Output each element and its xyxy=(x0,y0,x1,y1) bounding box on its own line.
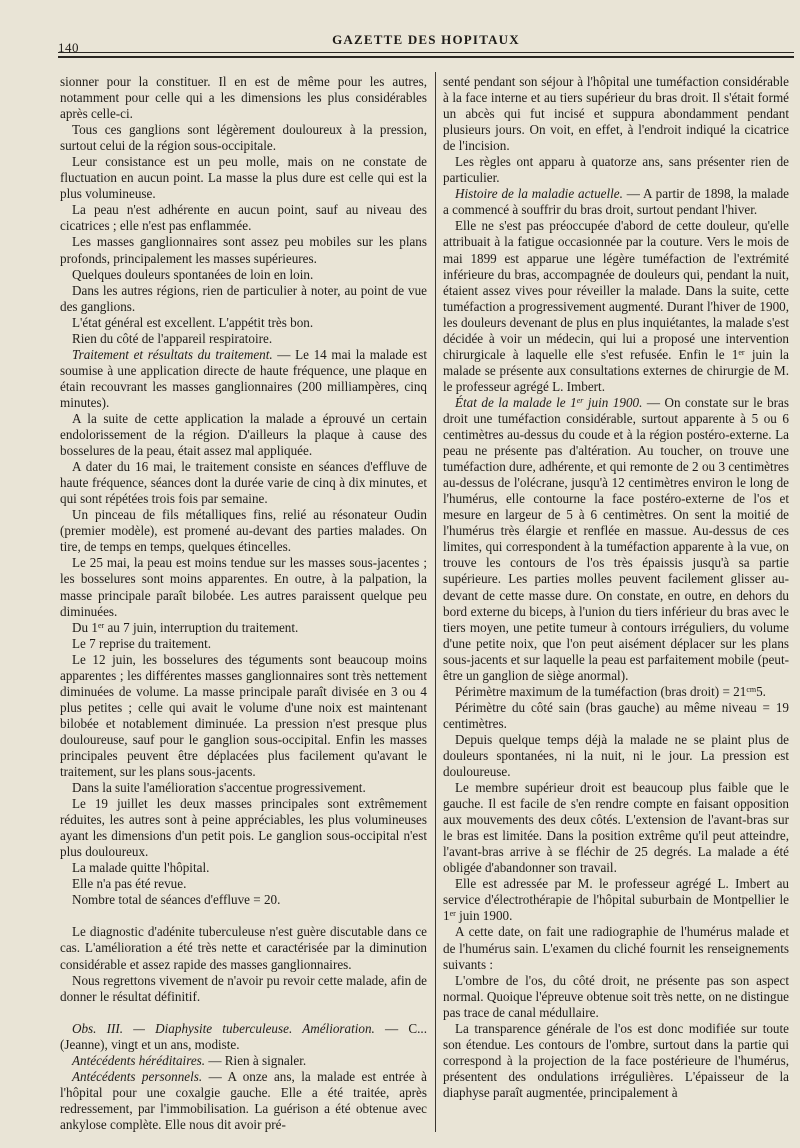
paragraph xyxy=(443,780,789,876)
paragraph xyxy=(60,620,427,636)
paragraph-text: Le diagnostic d'adénite tuberculeuse n'est guère discutable dans ce cas. L'amélioration a été très nette et caractérisée par la diminution considérable et assez rapide des masses ganglionnaires. xyxy=(60,924,427,972)
paragraph-text: sionner pour la constituer. Il en est de même pour les autres, notamment pour celle qui a les dimensions les plus considérables après celle-ci. xyxy=(60,74,427,122)
paragraph xyxy=(60,331,427,347)
paragraph-text: senté pendant son séjour à l'hôpital une tuméfaction considérable à la face interne et au tiers supérieur du bras droit. Il s'était formé un abcès qui fut incisé et suppura abondamment pendant plusieurs jours. On voit, en effet, à l'endroit indiqué la cicatrice de l'incision. xyxy=(443,74,789,154)
paragraph xyxy=(60,459,427,507)
paragraph-text: Leur consistance est un peu molle, mais on ne constate de fluctuation en aucun point. La masse la plus dure est celle qui est la plus volumineuse. xyxy=(60,154,427,202)
paragraph xyxy=(443,154,789,186)
paragraph-text: Périmètre maximum de la tuméfaction (bras droit) = $21^{cm}5$. xyxy=(455,683,766,699)
section-label: Antécédents héréditaires. xyxy=(72,1052,206,1068)
paragraph xyxy=(60,796,427,860)
paragraph-text: — Rien à signaler. xyxy=(205,1052,307,1068)
paragraph-text: La transparence générale de l'os est donc modifiée sur toute son étendue. Les contours de l'ombre, surtout dans la partie qui correspond à la projection de la face postérieure de l'humérus, présentent des ondulations irrégulières. L'épaisseur de la diaphyse paraît augmentée, principalement à xyxy=(443,1020,789,1100)
paragraph xyxy=(60,555,427,619)
paragraph xyxy=(443,924,789,972)
paragraph xyxy=(443,973,789,1021)
paragraph xyxy=(443,876,789,924)
paragraph xyxy=(443,700,789,732)
paragraph xyxy=(443,186,789,218)
page-number: 140 xyxy=(58,40,79,55)
paragraph xyxy=(60,234,427,266)
paragraph xyxy=(443,684,789,700)
paragraph-text: Le 7 reprise du traitement. xyxy=(72,635,212,651)
paragraph xyxy=(443,74,789,154)
paragraph-text: La malade quitte l'hôpital. xyxy=(72,860,210,876)
paragraph xyxy=(60,1069,427,1133)
paragraph-text: A cette date, on fait une radiographie de l'humérus malade et de l'humérus sain. L'examen du cliché fournit les renseignements suivants : xyxy=(443,924,789,972)
paragraph xyxy=(60,1021,427,1053)
section-label: Antécédents personnels. xyxy=(72,1068,203,1084)
paragraph xyxy=(60,154,427,202)
paragraph xyxy=(60,74,427,122)
paragraph-text: L'ombre de l'os, du côté droit, ne présente pas son aspect normal. Quoique l'épreuve obtenue soit très nette, on ne distingue pas trace de canal médullaire. xyxy=(443,972,789,1020)
paragraph-text: — Le 14 mai la malade est soumise à une application directe de haute fréquence, une plaque en étain recouvrant les masses ganglionnaires (200 milliampères, cinq minutes). xyxy=(60,346,427,410)
paragraph xyxy=(60,267,427,283)
right-column xyxy=(443,74,789,1101)
paragraph-text: — A onze ans, la malade est entrée à l'hôpital pour une coxalgie gauche. Elle a été traitée, après redressement, par l'immobilisation. La guérison a été obtenue avec ankylose complète. Elle nous dit avoir pré- xyxy=(60,1068,427,1132)
section-label: Histoire de la maladie actuelle. xyxy=(455,186,623,202)
paragraph xyxy=(60,860,427,876)
paragraph xyxy=(443,732,789,780)
paragraph-text: L'état général est excellent. L'appétit très bon. xyxy=(72,314,314,330)
paragraph-text: — A partir de 1898, la malade a commencé à souffrir du bras droit, surtout pendant l'hiver. xyxy=(443,186,789,218)
paragraph xyxy=(60,122,427,154)
paragraph-text: Périmètre du côté sain (bras gauche) au même niveau = 19 centimètres. xyxy=(443,699,789,731)
paragraph-text: Le membre supérieur droit est beaucoup plus faible que le gauche. Il est facile de s'en rendre compte en faisant opposition aux mouvements des deux côtés. L'extension de l'avant-bras sur le bras est limitée. Dans la position extrême qu'il peut atteindre, l'avant-bras arrive à se fléchir de 25 degrés. La malade a été obligée d'abandonner son travail. xyxy=(443,780,789,876)
paragraph xyxy=(60,876,427,892)
paragraph-text: Dans les autres régions, rien de particulier à noter, au point de vue des ganglions. xyxy=(60,282,427,314)
paragraph xyxy=(60,347,427,411)
paragraph xyxy=(443,395,789,684)
paragraph xyxy=(60,973,427,1005)
section-label: État de la malade le 1er juin 1900. xyxy=(455,394,643,410)
paragraph xyxy=(60,283,427,315)
paragraph xyxy=(60,780,427,796)
paragraph-text: Le 25 mai, la peau est moins tendue sur les masses sous-jacentes ; les bosselures sont moins apparentes. En outre, à la palpation, la masse principale paraît bilobée. Les autres paraissent quelque peu diminuées. xyxy=(60,555,427,619)
section-label: Traitement et résultats du traitement. xyxy=(72,346,273,362)
paragraph-text: — On constate sur le bras droit une tuméfaction considérable, surtout apparente à 5 ou 6 centimètres au-dessus du coude et à la région postéro-externe. La peau ne présente pas d'altération. Au toucher, on trouve une tuméfaction dure, adhérente, et qui remonte de 2 ou 3 centimètres au-dessus de l'olécrane, jusqu'à 12 centimètres environ le long de l'humérus, elle contourne la face postéro-externe de l'os et mesure en largeur de 5 à 6 centimètres. On sent la moitié de l'humérus très élargie et renflée en massue. Au-dessus de ces limites, qui correspondent à la tuméfaction apparente à la vue, on trouve les contours de l'os très épaissis jusqu'à sa partie supérieure. Les parties molles peuvent facilement glisser au-devant de cette masse dure. On constate, en outre, en dehors du bord externe du biceps, à l'union du tiers inférieur du bras avec le tiers moyen, une petite tumeur à contours irréguliers, du volume d'une petite noix, que l'on peut aisément déplacer sur les plans sous-jacents et sur laquelle la peau est parfaitement mobile (peut-être un ganglion de siège anormal). xyxy=(443,394,789,683)
paragraph xyxy=(60,652,427,780)
paragraph-text: A la suite de cette application la malade a éprouvé un certain endolorissement de la région. D'ailleurs la plaque à cause des bosselures de la peau, était assez mal appliquée. xyxy=(60,410,427,459)
paragraph-text: Les masses ganglionnaires sont assez peu mobiles sur les plans profonds, principalement les masses supérieures. xyxy=(60,234,427,266)
paragraph-text: Rien du côté de l'appareil respiratoire. xyxy=(72,330,273,346)
paragraph-text: — C... (Jeanne), vingt et un ans, modiste. xyxy=(60,1020,427,1052)
paragraph-text: A dater du 16 mai, le traitement consiste en séances d'effluve de haute fréquence, séances dont la durée varie de cinq à dix minutes, et qui sont répétées trois fois par semaine. xyxy=(60,459,427,507)
paragraph-text: Quelques douleurs spontanées de loin en loin. xyxy=(72,266,314,282)
paragraph-text: Un pinceau de fils métalliques fins, relié au résonateur Oudin (premier modèle), est promené au-devant des parties malades. On tire, de temps en temps, quelques étincelles. xyxy=(60,507,427,555)
paragraph-text: Tous ces ganglions sont légèrement douloureux à la pression, surtout celui de la région sous-occipitale. xyxy=(60,122,427,154)
paragraph xyxy=(60,924,427,972)
paragraph xyxy=(443,218,789,395)
paragraph-text: Nous regrettons vivement de n'avoir pu revoir cette malade, afin de donner le résultat définitif. xyxy=(60,972,427,1004)
paragraph xyxy=(60,636,427,652)
header-rule-thick xyxy=(58,56,794,58)
paragraph xyxy=(60,411,427,459)
paragraph-text: Le 19 juillet les deux masses principales sont extrêmement réduites, les autres sont à peine appréciables, les plus volumineuses ayant les dimensions d'un petit pois. Le ganglion sous-occipital n'est plus douloureux. xyxy=(60,796,427,860)
paragraph-text: Elle n'a pas été revue. xyxy=(72,876,187,892)
paragraph-text: Du 1er au 7 juin, interruption du traitement. xyxy=(72,619,299,635)
paragraph xyxy=(60,202,427,234)
paragraph-text: La peau n'est adhérente en aucun point, sauf au niveau des cicatrices ; elle n'est pas enflammée. xyxy=(60,202,427,234)
section-label: Obs. III. — Diaphysite tuberculeuse. Amélioration. xyxy=(72,1020,375,1036)
paragraph-text: Les règles ont apparu à quatorze ans, sans présenter rien de particulier. xyxy=(443,154,789,186)
paragraph-text: Elle ne s'est pas préoccupée d'abord de cette douleur, qu'elle attribuait à la fatigue occasionnée par la couture. Vers le mois de mai 1899 est apparue une légère tuméfaction de l'extrémité inférieure du bras, accompagnée de douleurs qui, pendant la nuit, étaient assez vives pour réveiller la malade. Dans la suite, cette tuméfaction a progressivement augmenté. Durant l'hiver de 1900, les douleurs devenant de plus en plus inquiétantes, la malade s'est décidée à voir un médecin, qui lui a proposé une intervention chirurgicale à laquelle elle s'est refusée. Enfin le 1er juin la malade se présente aux consultations externes de chirurgie de M. le professeur agrégé L. Imbert. xyxy=(443,218,789,394)
left-column xyxy=(60,74,427,1133)
running-title: GAZETTE DES HOPITAUX xyxy=(332,32,520,47)
paragraph-text: Le 12 juin, les bosselures des téguments sont beaucoup moins apparentes ; les différentes masses ganglionnaires sont très nettement diminuées de volume. La masse principale paraît divisée en 3 ou 4 plus petites ; celle qui avait le volume d'une noix est maintenant bilobée et notablement diminuée. La pression n'est presque plus douloureuse, sauf pour le ganglion sous-occipital. Enfin les masses principales peuvent être déplacées plus facilement qu'avant le traitement, sur les plans sous-jacents. xyxy=(60,651,427,780)
header-rule-thin xyxy=(58,52,794,53)
paragraph xyxy=(60,315,427,331)
paragraph xyxy=(60,1053,427,1069)
paragraph-text: Dans la suite l'amélioration s'accentue progressivement. xyxy=(72,780,366,796)
paragraph-text: Nombre total de séances d'effluve = 20. xyxy=(72,892,281,908)
paragraph-text: Depuis quelque temps déjà la malade ne se plaint plus de douleurs spontanées, ni la nuit, ni le jour. La pression est douloureuse. xyxy=(443,731,789,780)
column-divider xyxy=(435,72,436,1132)
paragraph xyxy=(443,1021,789,1101)
paragraph xyxy=(60,892,427,908)
paragraph-text: Elle est adressée par M. le professeur agrégé L. Imbert au service d'électrothérapie de l'hôpital suburbain de Montpellier le 1er juin 1900. xyxy=(443,876,789,924)
paragraph xyxy=(60,507,427,555)
